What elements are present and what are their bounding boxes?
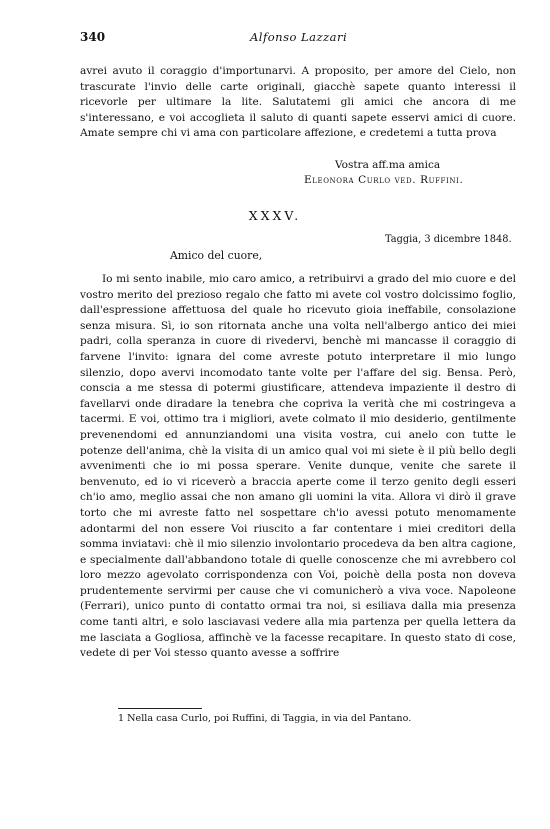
letter-salutation: Amico del cuore, bbox=[170, 249, 263, 262]
body-paragraph: Io mi sento inabile, mio caro amico, a retribuirvi a grado del mio cuore e del vostro merito del prezioso regalo che fatto mi avete col vostro dolcissimo foglio, dall'espressione affettuosa del quale ho ricevuto gioia ineffabile, consolazione senza misura. Sì, io son ritornata anche una volta nell'albergo antico dei miei padri, colla speranza in cuore di rivedervi, benchè mi mancasse il coraggio di farvene l'invito: ignara del come avreste potuto interpretare il mio lungo silenzio, dopo avervi incomodato tante volte per l'affare del sig. Bensa. Però, conscia a me stessa di potermi giustificare, attendeva impaziente il destro di favellarvi onde diradare la tenebra che copriva la verità che mi costringeva a tacermi. E voi, ottimo tra i migliori, avete colmato il mio desiderio, gentilmente prevenendomi ed annunziandomi una visita vostra, cui anelo con tutte le potenze dell'anima, chè la visita di un amico qual voi mi siete è il più bello degli avvenimenti che io mi possa sperare. Venite dunque, venite che sarete il benvenuto, ed io vi riceverò a braccia aperte come il terzo genito degli esseri ch'io amo, meglio assai che non amano gli uomini la vita. Allora vi dirò il grave torto che mi avreste fatto nel sospettare ch'io avessi potuto menomamente adontarmi del non essere Voi riuscito a far contentare i miei creditori della somma inviatavi: chè il mio silenzio involontario procedeva da ben altra cagione, e specialmente dall'abbandono totale di quelle conoscenze che mi avrebbero col loro mezzo agevolato corrispondenza con Voi, poichè della posta non doveva prudentemente servirmi per cause che vi comunicherò a viva voce. Napoleone (Ferrari), unico punto di contatto ormai tra noi, si esiliava dalla mia presenza come tanti altri, e solo lasciavasi vedere alla mia partenza per quella lettera da me lasciata a Gogliosa, affinchè ve la facesse recapitare. In questo stato di cose, vedete di per Voi stesso quanto avesse a soffrire bbox=[80, 273, 516, 660]
footnote-rule bbox=[118, 708, 202, 709]
page-number: 340 bbox=[80, 30, 106, 44]
letter-number: XXXV. bbox=[248, 208, 302, 223]
letter-signature: Eleonora Curlo ved. Ruffini. bbox=[304, 174, 464, 186]
running-title: Alfonso Lazzari bbox=[250, 30, 348, 44]
letter-body bbox=[80, 272, 516, 662]
letter-closing: Vostra aff.ma amica bbox=[335, 159, 441, 171]
letter-date: Taggia, 3 dicembre 1848. bbox=[385, 234, 512, 245]
previous-letter-text: avrei avuto il coraggio d'importunarvi. A proposito, per amore del Cielo, non trascurate l'invio delle carte originali, giacchè sapete quanto interessi il ricevorle per ultimare la lite. Salutatemi gli amici che ancora di me s'interessano, e voi accoglieta il saluto di quanti sapete esservi amici di cuore. Amate sempre chi vi ama con particolare affezione, e credetemi a tutta prova bbox=[80, 65, 516, 140]
page-header bbox=[80, 30, 500, 48]
previous-letter-ending bbox=[80, 64, 516, 142]
footnote: 1 Nella casa Curlo, poi Ruffini, di Taggia, in via del Pantano. bbox=[118, 713, 412, 724]
